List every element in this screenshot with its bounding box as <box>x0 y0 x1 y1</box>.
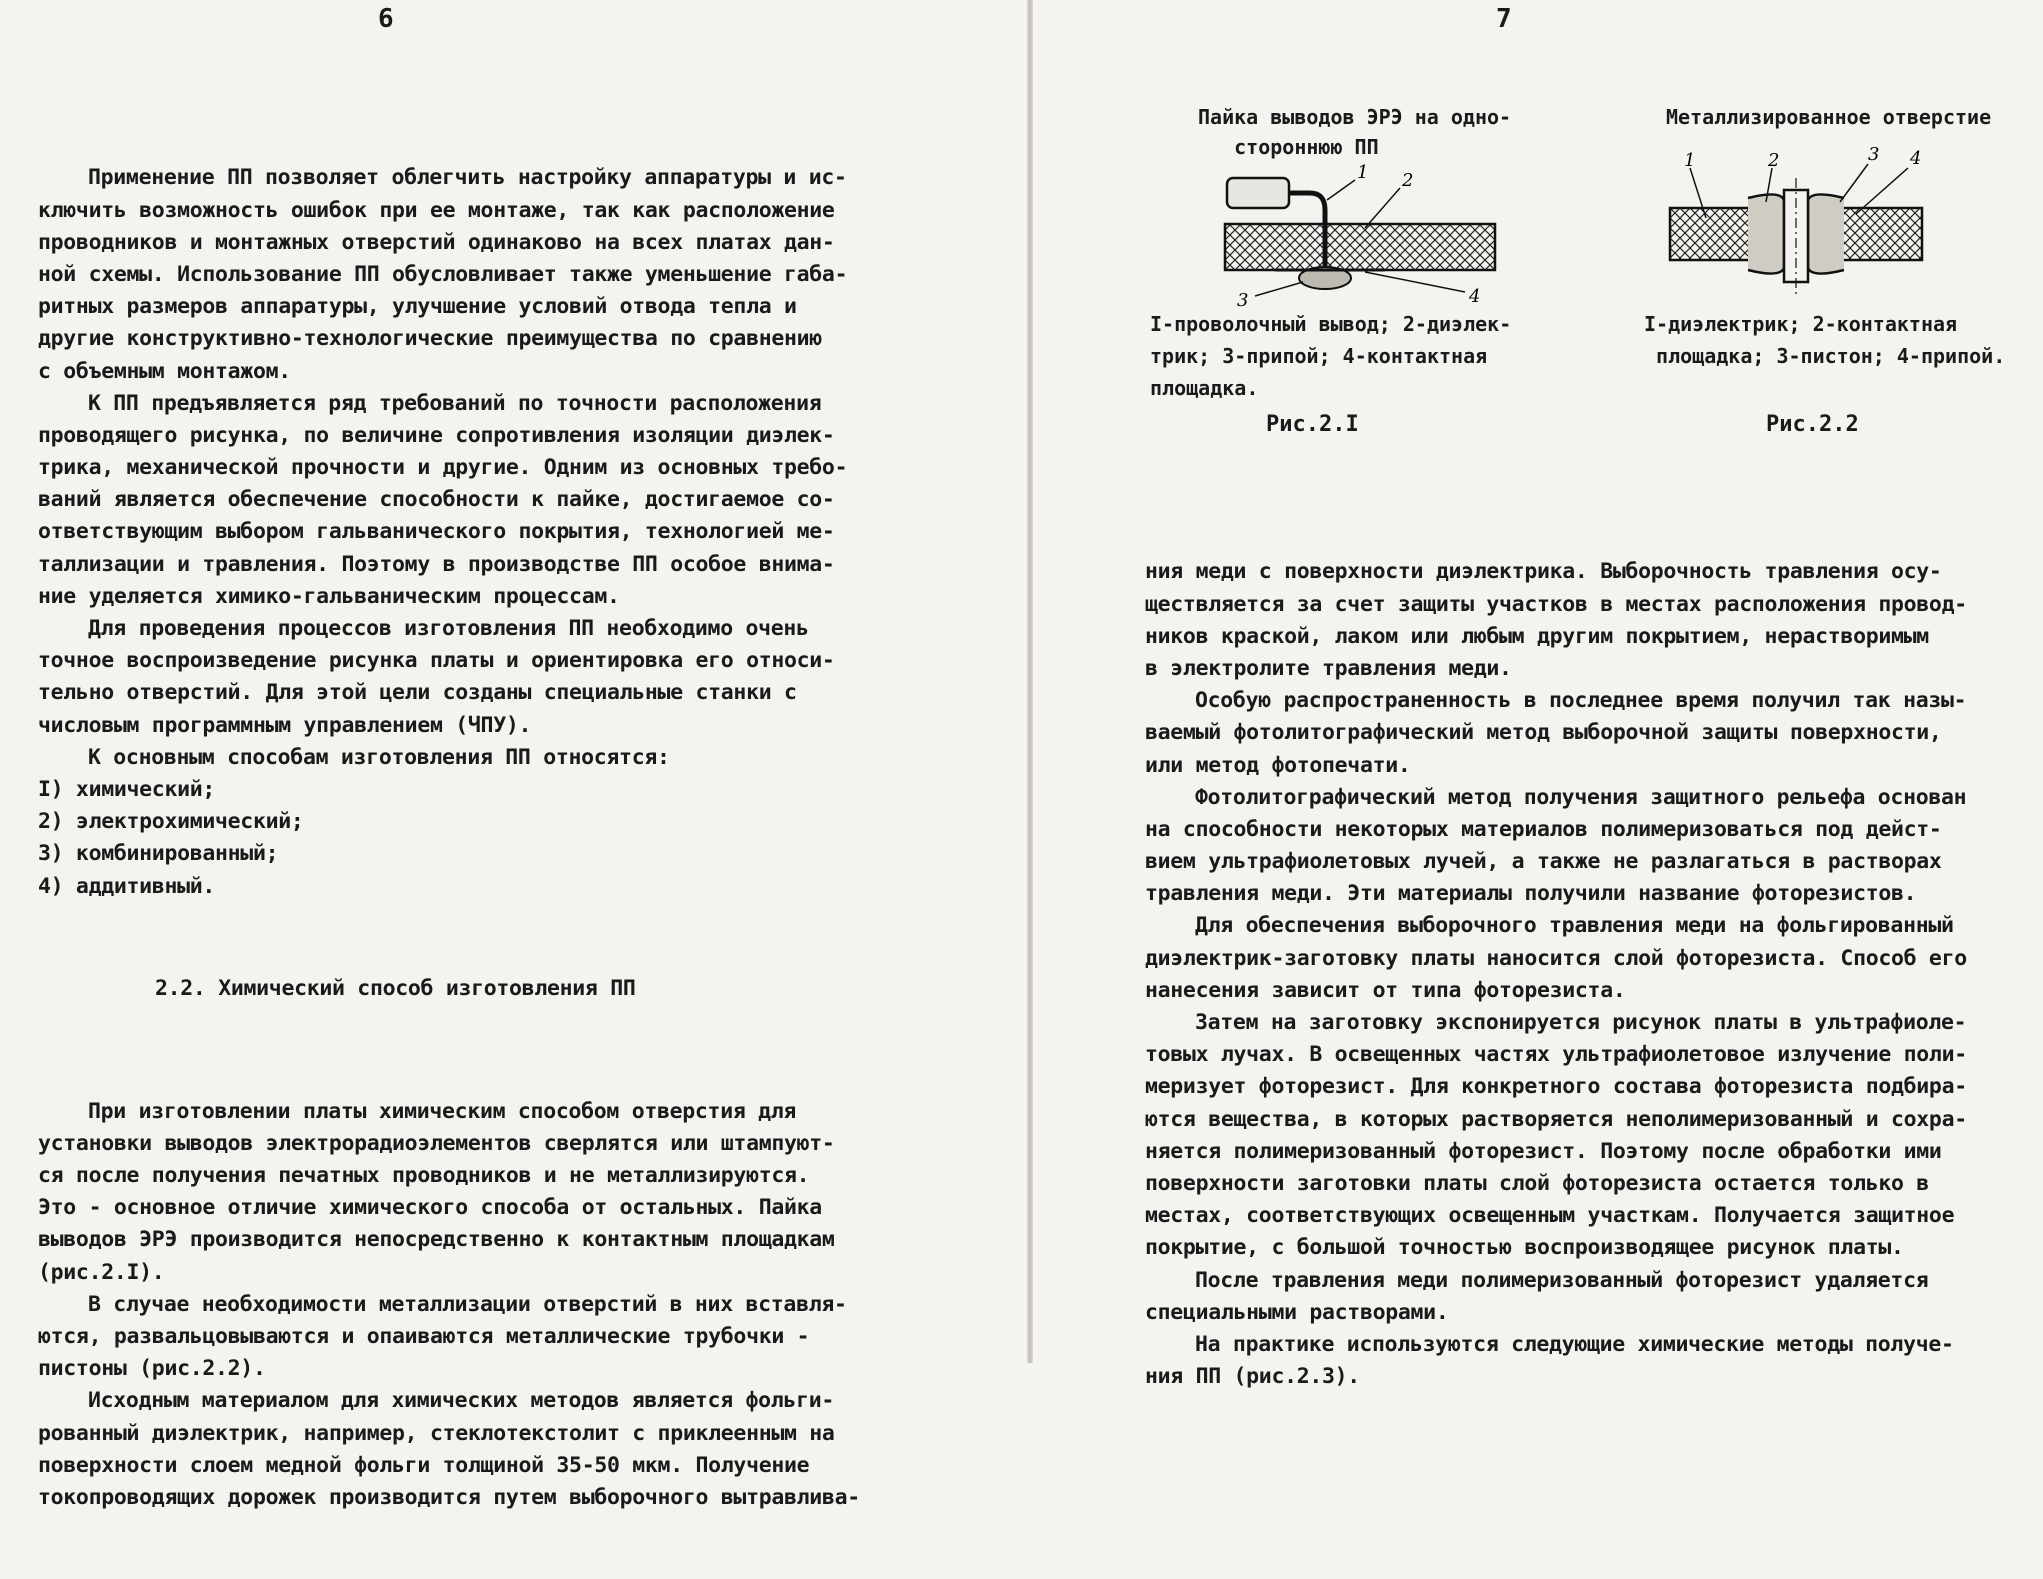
text-line: ются, развальцовываются и опаиваются металлические трубочки - <box>38 1324 810 1350</box>
text-line: поверхности слоем медной фольги толщиной 35-50 мкм. Получение <box>38 1452 810 1478</box>
figure-caption: I-проволочный вывод; 2-диэлек- трик; 3-припой; 4-контактная площадка. <box>1150 312 1512 400</box>
solder-lead-diagram <box>1215 160 1505 310</box>
text-line: ются вещества, в которых растворяется неполимеризованный и сохра- <box>1145 1106 1967 1132</box>
text-line: нанесения зависит от типа фоторезиста. <box>1145 977 1626 1003</box>
text-line: в электролите травления меди. <box>1145 655 1512 681</box>
text-line: трика, механической прочности и другие. Одним из основных требо- <box>38 455 848 481</box>
text-line: няется полимеризованный фоторезист. Поэтому после обработки ими <box>1145 1138 1942 1164</box>
text-line: 4) аддитивный. <box>38 873 216 899</box>
text-line: покрытие, с большой точностью воспроизводящее рисунок платы. <box>1145 1235 1904 1261</box>
text-line: проводящего рисунка, по величине сопротивления изоляции диэлек- <box>38 422 835 448</box>
right-page-body <box>1145 492 2035 1458</box>
text-line: пистоны (рис.2.2). <box>38 1356 266 1382</box>
callout-4: 4 <box>1910 148 1922 169</box>
text-line: выводов ЭРЭ производится непосредственно к контактным площадкам <box>38 1227 835 1253</box>
text-line: ваемый фотолитографический метод выборочной защиты поверхности, <box>1145 720 1942 746</box>
right-page <box>1030 0 2043 1390</box>
text-line: ной схемы. Использование ПП обусловливает также уменьшение габа- <box>38 261 848 287</box>
text-line: ников краской, лаком или любым другим покрытием, нерастворимым <box>1145 623 1929 649</box>
text-line: ответствующим выбором гальванического покрытия, технологией ме- <box>38 519 835 545</box>
text-line: местах, соответствующих освещенным участкам. Получается защитное <box>1145 1203 1955 1229</box>
text-line: ния меди с поверхности диэлектрика. Выборочность травления осу- <box>1145 559 1942 585</box>
text-line: травления меди. Эти материалы получили название фоторезистов. <box>1145 881 1917 907</box>
callout-2: 2 <box>1768 150 1780 171</box>
text-line: К ПП предъявляется ряд требований по точности расположения <box>88 390 822 416</box>
text-line: на способности некоторых материалов полимеризоваться под дейст- <box>1145 816 1942 842</box>
dielectric-board <box>1225 224 1495 270</box>
callout-2: 2 <box>1402 170 1414 191</box>
text-line: ние уделяется химико-гальваническим процессам. <box>38 583 620 609</box>
callout-line-3 <box>1840 164 1868 202</box>
text-line: с объемным монтажом. <box>38 358 291 384</box>
text-line: Для обеспечения выборочного травления меди на фольгированный <box>1195 913 1954 939</box>
figure-label: Рис.2.I <box>1266 412 1359 437</box>
text-line: Это - основное отличие химического способа от остальных. Пайка <box>38 1195 822 1221</box>
text-line: диэлектрик-заготовку платы наносится слой фоторезиста. Способ его <box>1145 945 1967 971</box>
callout-line-4 <box>1365 272 1465 292</box>
component-body <box>1227 178 1289 208</box>
text-line: После травления меди полимеризованный фоторезист удаляется <box>1195 1267 1929 1293</box>
figure-label: Рис.2.2 <box>1766 412 1859 437</box>
text-line: токопроводящих дорожек производится путем выборочного вытравлива- <box>38 1484 860 1510</box>
text-line: Для проведения процессов изготовления ПП необходимо очень <box>88 616 809 642</box>
text-line: таллизации и травления. Поэтому в производстве ПП особое внима- <box>38 551 835 577</box>
text-line: Затем на заготовку экспонируется рисунок платы в ультрафиоле- <box>1195 1010 1967 1036</box>
text-line: проводников и монтажных отверстий одинаково на всех платах дан- <box>38 229 835 255</box>
text-line: точное воспроизведение рисунка платы и ориентировка его относи- <box>38 648 835 674</box>
figure-title: Пайка выводов ЭРЭ на одно- стороннюю ПП <box>1198 105 1512 159</box>
callout-line-3 <box>1255 282 1303 296</box>
page-number: 6 <box>378 4 394 34</box>
text-line: меризует фоторезист. Для конкретного состава фоторезиста подбира- <box>1145 1074 1967 1100</box>
text-line: На практике используются следующие химические методы получе- <box>1195 1331 1954 1357</box>
text-line: ния ПП (рис.2.3). <box>1145 1364 1360 1390</box>
solder-left <box>1748 194 1784 273</box>
callout-line-2 <box>1365 188 1400 228</box>
text-line: 2) электрохимический; <box>38 809 304 835</box>
callout-3: 3 <box>1237 290 1249 310</box>
text-line: товых лучах. В освещенных частях ультрафиолетовое излучение поли- <box>1145 1042 1967 1068</box>
figure-title: Металлизированное отверстие <box>1666 105 1992 129</box>
plated-hole-diagram <box>1630 138 1960 298</box>
text-line: ся после получения печатных проводников и не металлизируются. <box>38 1163 810 1189</box>
text-line: рованный диэлектрик, например, стеклотекстолит с приклеенным на <box>38 1420 835 1446</box>
text-line: или метод фотопечати. <box>1145 752 1411 778</box>
text-line: При изготовлении платы химическим способом отверстия для <box>88 1098 797 1124</box>
section-heading: 2.2. Химический способ изготовления ПП <box>155 976 636 1002</box>
callout-1: 1 <box>1357 162 1369 183</box>
text-line: тельно отверстий. Для этой цели созданы специальные станки с <box>38 680 797 706</box>
callout-3: 3 <box>1868 144 1880 165</box>
text-line: числовым программным управлением (ЧПУ). <box>38 712 532 738</box>
callout-1: 1 <box>1684 150 1696 171</box>
figure-caption: I-диэлектрик; 2-контактная площадка; 3-пистон; 4-припой. <box>1644 312 2006 368</box>
text-line: ществляется за счет защиты участков в местах расположения провод- <box>1145 591 1967 617</box>
left-page <box>0 0 1030 1510</box>
solder-right <box>1808 194 1844 273</box>
text-line: установки выводов электрорадиоэлементов сверлятся или штампуют- <box>38 1130 835 1156</box>
text-line: К основным способам изготовления ПП относятся: <box>88 744 670 770</box>
text-line: 3) комбинированный; <box>38 841 279 867</box>
text-line: I) химический; <box>38 776 216 802</box>
text-line: Особую распространенность в последнее время получил так назы- <box>1195 688 1967 714</box>
text-line: В случае необходимости металлизации отверстий в них вставля- <box>88 1291 847 1317</box>
text-line: специальными растворами. <box>1145 1299 1449 1325</box>
text-line: Фотолитографический метод получения защитного рельефа основан <box>1195 784 1967 810</box>
text-line: ритных размеров аппаратуры, улучшение условий отвода тепла и <box>38 294 797 320</box>
text-line: ваний является обеспечение способности к пайке, достигаемое со- <box>38 487 835 513</box>
callout-line-1 <box>1327 180 1355 200</box>
text-line: другие конструктивно-технологические преимущества по сравнению <box>38 326 822 352</box>
callout-4: 4 <box>1469 286 1481 307</box>
text-line: (рис.2.I). <box>38 1259 165 1285</box>
text-line: вием ультрафиолетовых лучей, а также не разлагаться в растворах <box>1145 849 1942 875</box>
page-number: 7 <box>1496 4 1512 34</box>
text-line: Исходным материалом для химических методов является фольги- <box>88 1388 835 1414</box>
text-line: ключить возможность ошибок при ее монтаже, так как расположение <box>38 197 835 223</box>
left-page-body <box>38 98 998 1579</box>
text-line: поверхности заготовки платы слой фоторезиста остается только в <box>1145 1170 1929 1196</box>
text-line: Применение ПП позволяет облегчить настройку аппаратуры и ис- <box>88 165 847 191</box>
